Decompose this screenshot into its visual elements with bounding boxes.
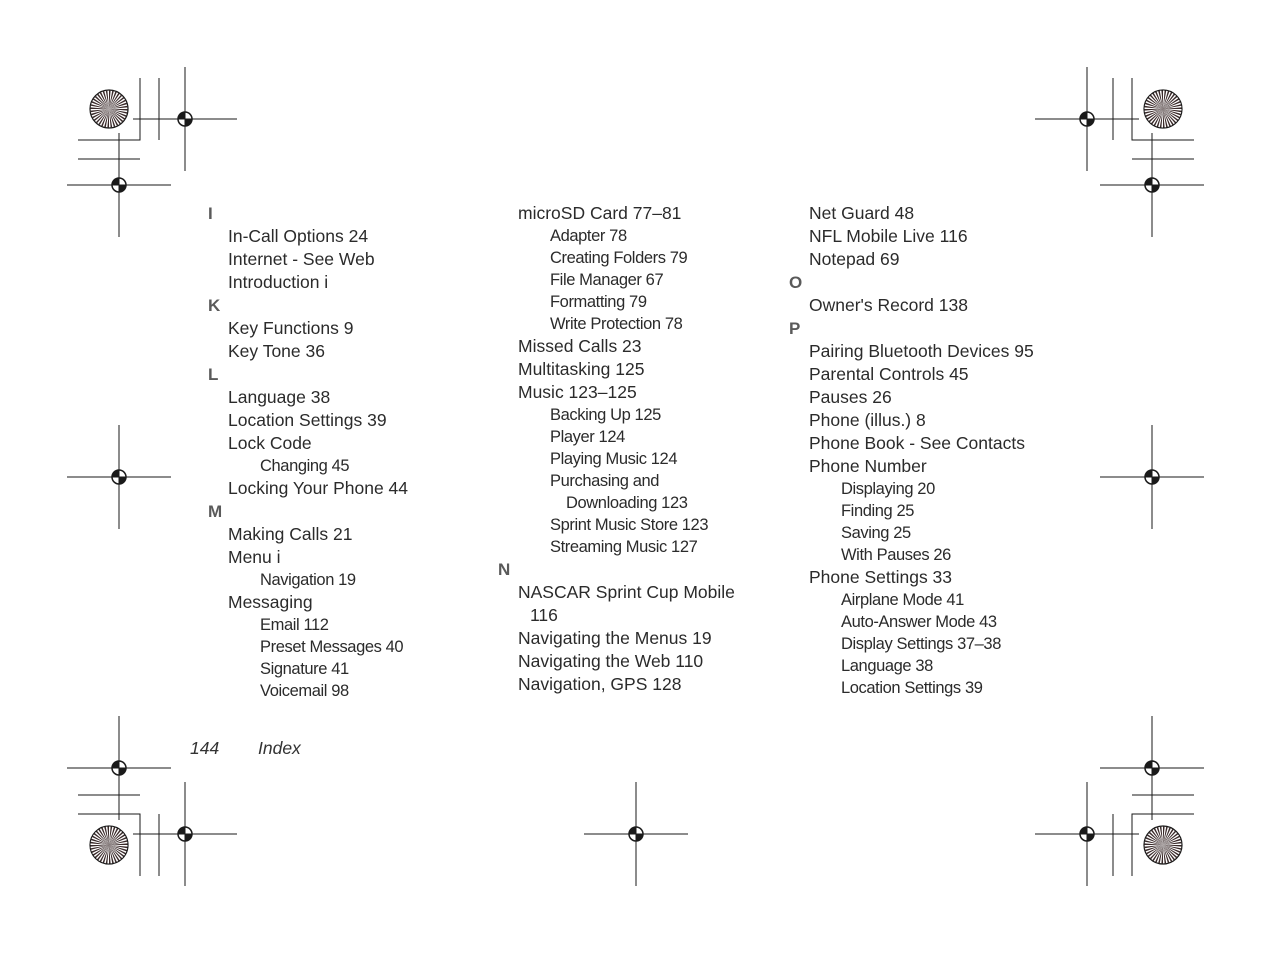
registration-mark <box>133 67 237 171</box>
index-entry: Missed Calls 23 <box>518 336 642 356</box>
index-subentry: Preset Messages 40 <box>260 638 404 656</box>
index-subentry: Changing 45 <box>260 457 350 475</box>
index-entry: Multitasking 125 <box>518 359 645 379</box>
index-entry: NASCAR Sprint Cup Mobile <box>518 582 735 602</box>
index-letter-heading: O <box>789 273 803 292</box>
registration-mark <box>1100 425 1204 529</box>
registration-mark <box>1035 67 1139 171</box>
index-subentry: Signature 41 <box>260 660 349 678</box>
index-entry: Introduction i <box>228 272 329 292</box>
index-subentry: Formatting 79 <box>550 293 647 311</box>
index-entry: Navigating the Menus 19 <box>518 628 712 648</box>
index-entry: Messaging <box>228 592 313 612</box>
index-subentry: Sprint Music Store 123 <box>550 516 709 534</box>
index-subentry: Streaming Music 127 <box>550 538 698 556</box>
index-entry: Music 123–125 <box>518 382 637 402</box>
starburst-mark <box>90 826 128 864</box>
index-entry: Parental Controls 45 <box>809 364 969 384</box>
index-subentry: Purchasing and <box>550 472 660 490</box>
index-subentry: Auto-Answer Mode 43 <box>841 613 997 631</box>
index-letter-heading: I <box>208 204 213 223</box>
index-entry: Lock Code <box>228 433 312 453</box>
index-subentry: Backing Up 125 <box>550 406 661 424</box>
section-title: Index <box>258 738 301 758</box>
starburst-mark <box>1144 826 1182 864</box>
index-entry: Language 38 <box>228 387 331 407</box>
registration-mark <box>1100 716 1204 820</box>
page-number: 144 <box>190 738 220 758</box>
index-entry: Key Functions 9 <box>228 318 354 338</box>
index-entry: Navigating the Web 110 <box>518 651 704 671</box>
index-subentry: Adapter 78 <box>550 227 627 245</box>
starburst-mark <box>1144 90 1182 128</box>
index-column-2 <box>498 202 735 696</box>
index-subentry: Write Protection 78 <box>550 315 683 333</box>
registration-mark <box>67 133 171 237</box>
index-subentry: Language 38 <box>841 657 933 675</box>
registration-mark <box>133 782 237 886</box>
index-entry: microSD Card 77–81 <box>518 203 682 223</box>
index-letter-heading: N <box>498 560 511 579</box>
registration-mark <box>1100 133 1204 237</box>
index-subentry: Playing Music 124 <box>550 450 678 468</box>
index-entry: Internet - See Web <box>228 249 375 269</box>
registration-mark <box>1035 782 1139 886</box>
index-letter-heading: L <box>208 365 219 384</box>
index-subentry: Player 124 <box>550 428 625 446</box>
index-entry: Location Settings 39 <box>228 410 387 430</box>
index-column-3 <box>789 202 1034 699</box>
index-subentry: Finding 25 <box>841 502 915 520</box>
registration-mark <box>584 782 688 886</box>
index-entry: Key Tone 36 <box>228 341 325 361</box>
index-entry: Phone (illus.) 8 <box>809 410 926 430</box>
index-entry: Navigation, GPS 128 <box>518 674 682 694</box>
index-entry: Making Calls 21 <box>228 524 353 544</box>
index-entry: Phone Number <box>809 456 927 476</box>
index-subentry: Airplane Mode 41 <box>841 591 964 609</box>
starburst-mark <box>90 90 128 128</box>
index-subentry: With Pauses 26 <box>841 546 951 564</box>
index-entry: Owner's Record 138 <box>809 295 968 315</box>
index-entry: NFL Mobile Live 116 <box>809 226 968 246</box>
index-entry: Pauses 26 <box>809 387 892 407</box>
index-entry: Phone Settings 33 <box>809 567 953 587</box>
index-subentry: Email 112 <box>260 616 329 634</box>
index-subentry: File Manager 67 <box>550 271 664 289</box>
index-entry: 116 <box>530 605 558 625</box>
registration-mark <box>67 425 171 529</box>
index-subentry: Downloading 123 <box>566 494 688 512</box>
index-column-1 <box>208 202 408 702</box>
registration-mark <box>67 716 171 820</box>
index-subentry: Navigation 19 <box>260 571 356 589</box>
index-entry: Phone Book - See Contacts <box>809 433 1025 453</box>
index-entry: Net Guard 48 <box>809 203 915 223</box>
index-entry: Locking Your Phone 44 <box>228 478 409 498</box>
index-subentry: Creating Folders 79 <box>550 249 688 267</box>
index-subentry: Displaying 20 <box>841 480 935 498</box>
index-subentry: Saving 25 <box>841 524 911 542</box>
index-subentry: Location Settings 39 <box>841 679 983 697</box>
index-letter-heading: P <box>789 319 801 338</box>
index-letter-heading: K <box>208 296 221 315</box>
index-subentry: Voicemail 98 <box>260 682 349 700</box>
index-entry: In-Call Options 24 <box>228 226 369 246</box>
index-entry: Pairing Bluetooth Devices 95 <box>809 341 1034 361</box>
index-entry: Notepad 69 <box>809 249 900 269</box>
index-letter-heading: M <box>208 502 223 521</box>
index-subentry: Display Settings 37–38 <box>841 635 1001 653</box>
index-entry: Menu i <box>228 547 281 567</box>
